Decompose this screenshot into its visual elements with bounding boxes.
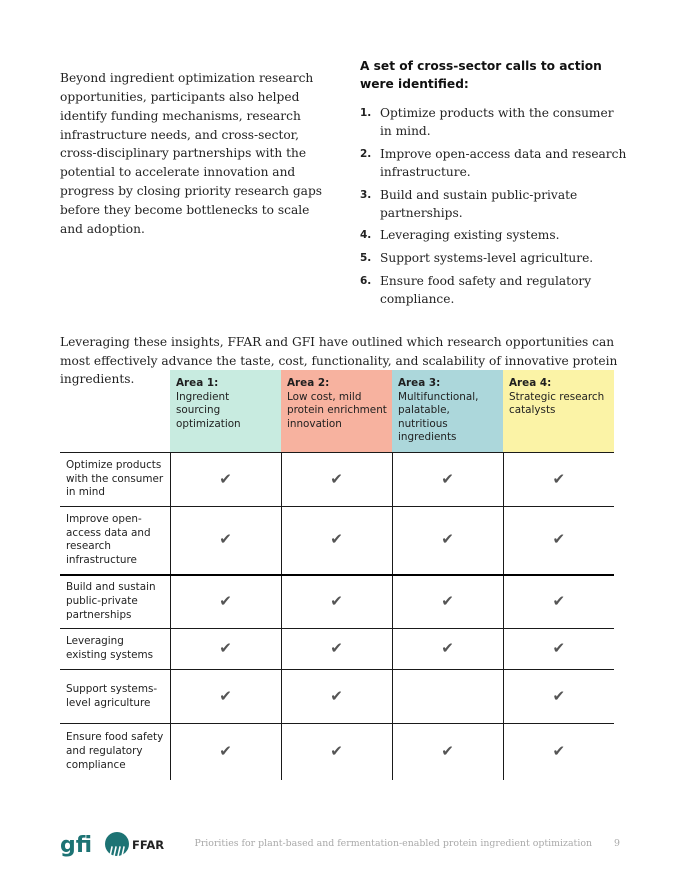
checkmark-cell: [392, 629, 503, 670]
table-corner-cell: [60, 370, 170, 453]
table-header-row: [60, 370, 614, 453]
checkmark-cell: [392, 453, 503, 507]
table-row: [60, 453, 614, 507]
calls-to-action: [360, 57, 628, 312]
checkmark-cell: [503, 724, 614, 780]
list-text: Optimize products with the consumer in mind.: [380, 106, 614, 139]
list-text: Support systems-level agriculture.: [380, 250, 594, 265]
check-icon: ✔: [552, 469, 566, 488]
check-icon: ✔: [330, 469, 343, 488]
checkmark-cell: [281, 507, 392, 575]
list-number: 6.: [360, 274, 372, 287]
list-number: 4.: [360, 229, 372, 242]
check-icon: ✔: [552, 591, 566, 610]
check-icon: ✔: [552, 530, 566, 549]
row-label: Support systems-level agriculture: [60, 670, 170, 724]
check-icon: ✔: [552, 639, 566, 658]
list-item: [360, 226, 628, 244]
list-text: Ensure food safety and regulatory compliance.: [380, 273, 592, 306]
intro-paragraph: Beyond ingredient optimization research opportunities, participants also helped identify funding mechanisms, research infrastructure needs, and cross-sector, cross-disciplinary partnerships with the potential to accelerate innovation and progress by closing priority research gaps before they become bottlenecks to scale and adoption.: [60, 71, 323, 236]
area-label: Strategic research catalysts: [509, 390, 605, 417]
check-icon: ✔: [441, 469, 454, 488]
area-2-header: [281, 370, 392, 453]
empty-cell: [392, 670, 503, 724]
area-label: Low cost, mild protein enrichment innovation: [287, 390, 387, 430]
area-title: Area 3:: [398, 377, 441, 389]
checkmark-cell: [392, 507, 503, 575]
table-row: [60, 670, 614, 724]
area-title: Area 2:: [287, 377, 330, 389]
area-4-header: [503, 370, 614, 453]
check-icon: ✔: [441, 530, 454, 549]
ffar-logo: FFAR: [132, 838, 165, 852]
check-icon: ✔: [219, 591, 232, 610]
table-row: [60, 724, 614, 780]
list-number: 1.: [360, 107, 372, 119]
check-icon: ✔: [330, 741, 343, 760]
check-icon: ✔: [219, 469, 232, 488]
row-label: Optimize products with the consumer in mind: [60, 453, 170, 507]
check-icon: ✔: [441, 639, 454, 658]
row-label: Leveraging existing systems: [60, 629, 170, 670]
checkmark-cell: [503, 575, 614, 629]
list-item: [360, 145, 628, 181]
checkmark-cell: [281, 629, 392, 670]
page-number: 9: [614, 838, 620, 849]
calls-list: [360, 104, 628, 308]
checkmark-cell: [170, 453, 281, 507]
list-number: 3.: [360, 188, 372, 201]
list-item: [360, 249, 628, 267]
check-icon: ✔: [441, 591, 454, 610]
gfi-logo: gfi: [60, 833, 93, 858]
area-1-header: [170, 370, 281, 453]
lead-paragraph: Leveraging these insights, FFAR and GFI have outlined which research opportunities can most effectively advance the taste, cost, functionality, and scalability of innovative protein ingredients.: [60, 335, 618, 387]
check-icon: ✔: [441, 741, 454, 760]
checkmark-cell: [392, 724, 503, 780]
table-body: [60, 453, 614, 780]
research-matrix-table: [60, 370, 614, 780]
check-icon: ✔: [219, 639, 232, 658]
check-icon: ✔: [330, 686, 343, 705]
checkmark-cell: [170, 724, 281, 780]
checkmark-cell: [281, 724, 392, 780]
area-title: Area 4:: [509, 377, 552, 389]
table-row: [60, 575, 614, 629]
footer-title: Priorities for plant-based and fermentation-enabled protein ingredient optimization: [194, 838, 592, 849]
table-row: [60, 507, 614, 575]
check-icon: ✔: [330, 591, 343, 610]
checkmark-cell: [170, 507, 281, 575]
row-label: Improve open-access data and research infrastructure: [60, 507, 170, 575]
row-label: Ensure food safety and regulatory compliance: [66, 731, 164, 771]
check-icon: ✔: [330, 530, 343, 549]
table-row: [60, 629, 614, 670]
list-number: 5.: [360, 251, 372, 264]
area-label: Ingredient sourcing optimization: [176, 390, 241, 430]
checkmark-cell: [281, 575, 392, 629]
check-icon: ✔: [219, 686, 232, 705]
check-icon: ✔: [330, 639, 343, 658]
check-icon: ✔: [552, 741, 566, 760]
check-icon: ✔: [219, 530, 232, 549]
checkmark-cell: [281, 453, 392, 507]
check-icon: ✔: [552, 686, 566, 705]
checkmark-cell: [503, 629, 614, 670]
checkmark-cell: [281, 670, 392, 724]
calls-heading: A set of cross-sector calls to action were identified:: [360, 59, 602, 91]
area-label: Multifunctional, palatable, nutritious ingredients: [398, 390, 479, 444]
area-title: Area 1:: [176, 377, 219, 389]
list-text: Leveraging existing systems.: [380, 228, 560, 243]
list-item: [360, 272, 628, 308]
checkmark-cell: [170, 629, 281, 670]
row-label: Build and sustain public-private partnerships: [60, 575, 170, 629]
checkmark-cell: [503, 507, 614, 575]
area-3-header: [392, 370, 503, 453]
list-number: 2.: [360, 147, 372, 160]
checkmark-cell: [170, 670, 281, 724]
list-item: [360, 186, 628, 222]
check-icon: ✔: [219, 741, 232, 760]
ffar-logo-icon: [105, 832, 129, 856]
checkmark-cell: [170, 575, 281, 629]
footer-logos: [60, 829, 170, 861]
list-text: Improve open-access data and research infrastructure.: [380, 146, 627, 179]
checkmark-cell: [503, 670, 614, 724]
list-item: [360, 104, 628, 140]
checkmark-cell: [503, 453, 614, 507]
list-text: Build and sustain public-private partnerships.: [380, 187, 578, 220]
checkmark-cell: [392, 575, 503, 629]
